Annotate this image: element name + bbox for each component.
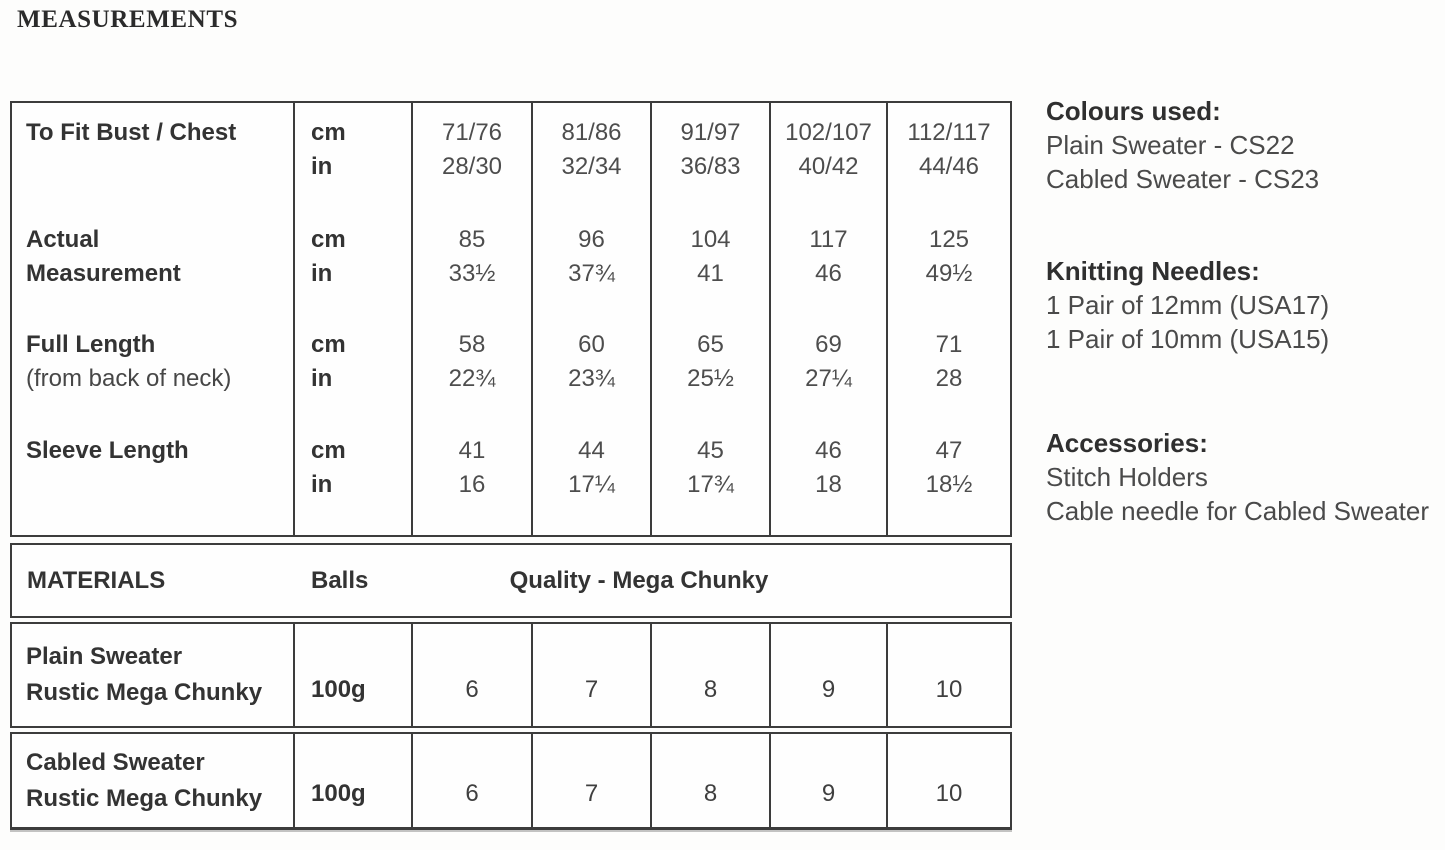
size-value-cell	[413, 210, 533, 315]
value-cm: 60	[578, 331, 605, 358]
value-in: 36/83	[680, 153, 741, 180]
value-cm: 85	[458, 226, 486, 253]
row-label-line: Actual	[26, 226, 100, 253]
unit-in: in	[311, 260, 333, 287]
value-cm: 125	[928, 226, 970, 253]
value-cm: 45	[697, 437, 724, 464]
value-in: 27¼	[805, 365, 852, 392]
yarn-name-line: Rustic Mega Chunky	[26, 679, 263, 706]
size-value-cell	[413, 103, 533, 210]
size-value-cell	[533, 210, 652, 315]
size-value-cell	[888, 210, 1010, 315]
section-line: Cable needle for Cabled Sweater	[1046, 496, 1430, 526]
section-line: Cabled Sweater - CS23	[1046, 164, 1320, 194]
value-in: 32/34	[561, 153, 622, 180]
size-value-cell	[771, 210, 888, 315]
ball-count: 7	[533, 624, 652, 726]
quality-label: Quality - Mega Chunky	[509, 566, 769, 594]
value-cm: 58	[458, 331, 486, 358]
knitting-needles-section	[1046, 254, 1329, 356]
value-cm: 81/86	[561, 119, 622, 146]
section-heading: Knitting Needles:	[1046, 256, 1260, 286]
ball-count: 10	[935, 780, 963, 807]
value-in: 37¾	[568, 260, 615, 287]
section-line: Plain Sweater - CS22	[1046, 130, 1295, 160]
unit-cm: cm	[311, 331, 346, 358]
value-in: 44/46	[918, 153, 980, 180]
value-in: 41	[697, 260, 724, 287]
value-cm: 102/107	[785, 119, 872, 146]
value-cm: 69	[815, 331, 842, 358]
yarn-name-line: Cabled Sweater	[26, 748, 205, 776]
value-cm: 46	[815, 437, 842, 464]
value-cm: 44	[578, 437, 605, 464]
section-heading: Colours used:	[1046, 96, 1221, 126]
yarn-row-cabled-sweater	[10, 732, 1012, 830]
ball-count: 7	[533, 734, 652, 827]
row-label-line: Measurement	[26, 260, 181, 287]
ball-count: 6	[413, 734, 533, 827]
size-value-cell	[652, 315, 771, 421]
value-in: 16	[458, 471, 486, 498]
unit-cell	[295, 315, 413, 421]
unit-in: in	[311, 471, 333, 498]
unit-cell	[295, 210, 413, 315]
unit-cell	[295, 103, 413, 210]
ball-weight: 100g	[295, 734, 413, 827]
value-in: 18	[815, 471, 842, 498]
balls-label: Balls	[311, 566, 369, 594]
accessories-section	[1046, 426, 1429, 528]
yarn-row-plain-sweater	[10, 622, 1012, 728]
row-label-line: Sleeve Length	[26, 437, 189, 464]
value-in: 28	[935, 365, 963, 392]
value-in: 23¾	[568, 365, 615, 392]
size-value-cell	[771, 421, 888, 535]
unit-in: in	[311, 153, 333, 180]
yarn-name	[12, 734, 295, 827]
size-value-cell	[652, 210, 771, 315]
section-line: Stitch Holders	[1046, 462, 1208, 492]
measurements-table	[10, 101, 1012, 537]
size-value-cell	[888, 103, 1010, 210]
size-value-cell	[652, 421, 771, 535]
value-in: 33½	[448, 260, 496, 287]
row-label-line: Full Length	[26, 331, 156, 358]
value-cm: 117	[809, 226, 848, 253]
unit-cm: cm	[311, 119, 346, 146]
unit-cell	[295, 421, 413, 535]
section-line: 1 Pair of 10mm (USA15)	[1046, 324, 1330, 354]
size-value-cell	[771, 103, 888, 210]
size-value-cell	[413, 421, 533, 535]
ball-count: 6	[413, 624, 533, 726]
ball-count: 8	[652, 734, 771, 827]
row-label-full-length	[12, 315, 295, 421]
page-title: MEASUREMENTS	[17, 6, 239, 33]
value-in: 28/30	[441, 153, 503, 180]
size-value-cell	[888, 421, 1010, 535]
row-label-sleeve-length	[12, 421, 295, 535]
size-value-cell	[533, 315, 652, 421]
unit-cm: cm	[311, 437, 346, 464]
size-value-cell	[652, 103, 771, 210]
ball-count: 9	[771, 734, 888, 827]
section-line: 1 Pair of 12mm (USA17)	[1046, 290, 1330, 320]
row-label-line: To Fit Bust / Chest	[26, 119, 237, 146]
row-label-subline: (from back of neck)	[26, 365, 232, 392]
value-in: 18½	[925, 471, 973, 498]
size-value-cell	[413, 315, 533, 421]
size-value-cell	[533, 421, 652, 535]
value-in: 17¼	[568, 471, 615, 498]
size-value-cell	[533, 103, 652, 210]
yarn-name	[12, 624, 295, 726]
materials-label: MATERIALS	[27, 566, 166, 594]
value-cm: 96	[578, 226, 605, 253]
ball-weight: 100g	[295, 624, 413, 726]
ball-count: 10	[935, 676, 963, 703]
yarn-name-line: Plain Sweater	[26, 643, 183, 670]
unit-in: in	[311, 365, 333, 392]
value-cm: 65	[697, 331, 724, 358]
value-in: 49½	[925, 260, 973, 287]
value-cm: 71/76	[441, 119, 503, 146]
value-cm: 112/117	[907, 119, 991, 146]
value-in: 25½	[687, 365, 734, 392]
size-value-cell	[771, 315, 888, 421]
value-cm: 104	[690, 226, 731, 253]
value-in: 40/42	[798, 153, 859, 180]
value-in: 46	[815, 260, 842, 287]
ball-count: 9	[771, 624, 888, 726]
yarn-name-line: Rustic Mega Chunky	[26, 784, 263, 812]
value-in: 22¾	[448, 365, 496, 392]
materials-header	[10, 543, 1012, 618]
value-cm: 47	[935, 437, 963, 464]
value-cm: 91/97	[680, 119, 741, 146]
ball-count: 8	[652, 624, 771, 726]
row-label-to-fit	[12, 103, 295, 210]
value-cm: 41	[458, 437, 486, 464]
value-in: 17¾	[687, 471, 734, 498]
section-heading: Accessories:	[1046, 428, 1208, 458]
value-cm: 71	[935, 331, 963, 358]
unit-cm: cm	[311, 226, 346, 253]
row-label-actual-measurement	[12, 210, 295, 315]
colours-used-section	[1046, 94, 1319, 196]
size-value-cell	[888, 315, 1010, 421]
